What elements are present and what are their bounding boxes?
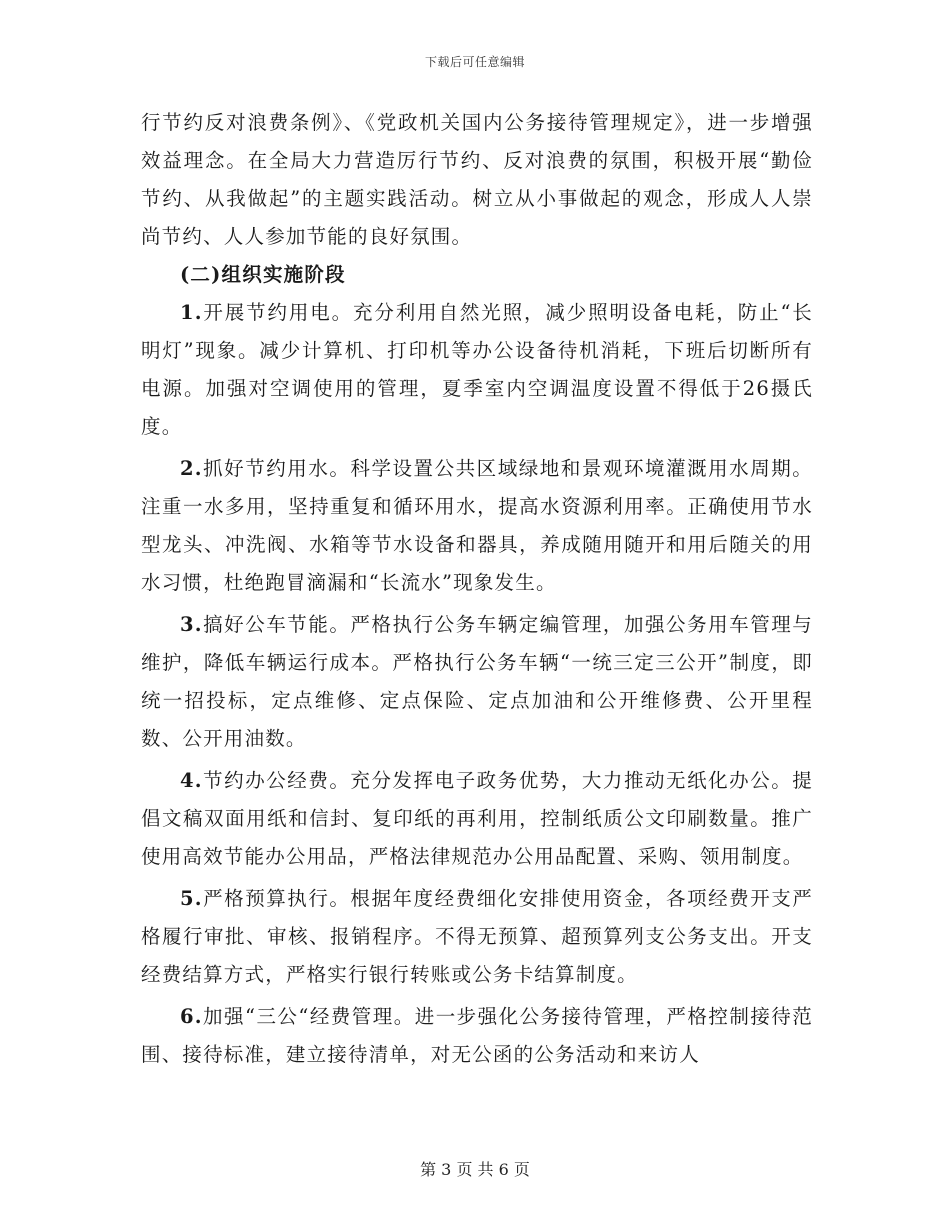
- item-text: 搞好公车节能。严格执行公务车辆定编管理，加强公务用车管理与维护，降低车辆运行成本。严格执行公务车辆“一统三定三公开”制度，即统一招投标，定点维修、定点保险、定点加油和公开维修费、公开里程数、公开用油数。: [141, 613, 813, 750]
- item-text: 开展节约用电。充分利用自然光照，减少照明设备电耗，防止“长明灯”现象。减少计算机、打印机等办公设备待机消耗，下班后切断所有电源。加强对空调使用的管理，夏季室内空调温度设置不得低于26摄氏度。: [141, 301, 813, 438]
- list-item: [141, 606, 813, 758]
- item-number: 3.: [180, 613, 203, 636]
- item-number: 4.: [180, 769, 203, 792]
- page-number: 第 3 页 共 6 页: [420, 1160, 530, 1179]
- list-item: [141, 450, 813, 602]
- continuation-paragraph: 行节约反对浪费条例》、《党政机关国内公务接待管理规定》，进一步增强效益理念。在全局大力营造厉行节约、反对浪费的氛围，积极开展“勤俭节约、从我做起”的主题实践活动。树立从小事做起的观念，形成人人崇尚节约、人人参加节能的良好氛围。: [141, 111, 813, 248]
- document-body: [141, 104, 813, 1074]
- list-item: [141, 998, 813, 1074]
- item-text: 加强“三公“经费管理。进一步强化公务接待管理，严格控制接待范围、接待标准，建立接待清单，对无公函的公务活动和来访人: [141, 1005, 813, 1066]
- page-header: 下载后可任意编辑: [424, 55, 525, 69]
- list-item: [141, 294, 813, 446]
- item-text: 严格预算执行。根据年度经费细化安排使用资金，各项经费开支严格履行审批、审核、报销程序。不得无预算、超预算列支公务支出。开支经费结算方式，严格实行银行转账或公务卡结算制度。: [141, 887, 813, 986]
- list-item: [141, 762, 813, 876]
- section-heading: (二)组织实施阶段: [180, 263, 346, 286]
- item-number: 6.: [180, 1005, 203, 1028]
- item-text: 抓好节约用水。科学设置公共区域绿地和景观环境灌溉用水周期。注重一水多用，坚持重复和循环用水，提高水资源利用率。正确使用节水型龙头、冲洗阀、水箱等节水设备和器具，养成随用随开和用后随关的用水习惯，杜绝跑冒滴漏和“长流水”现象发生。: [141, 457, 813, 594]
- list-item: [141, 880, 813, 994]
- item-text: 节约办公经费。充分发挥电子政务优势，大力推动无纸化办公。提倡文稿双面用纸和信封、复印纸的再利用，控制纸质公文印刷数量。推广使用高效节能办公用品，严格法律规范办公用品配置、采购、领用制度。: [141, 769, 813, 868]
- item-number: 5.: [180, 887, 203, 910]
- item-number: 1.: [180, 301, 203, 324]
- item-number: 2.: [180, 457, 203, 480]
